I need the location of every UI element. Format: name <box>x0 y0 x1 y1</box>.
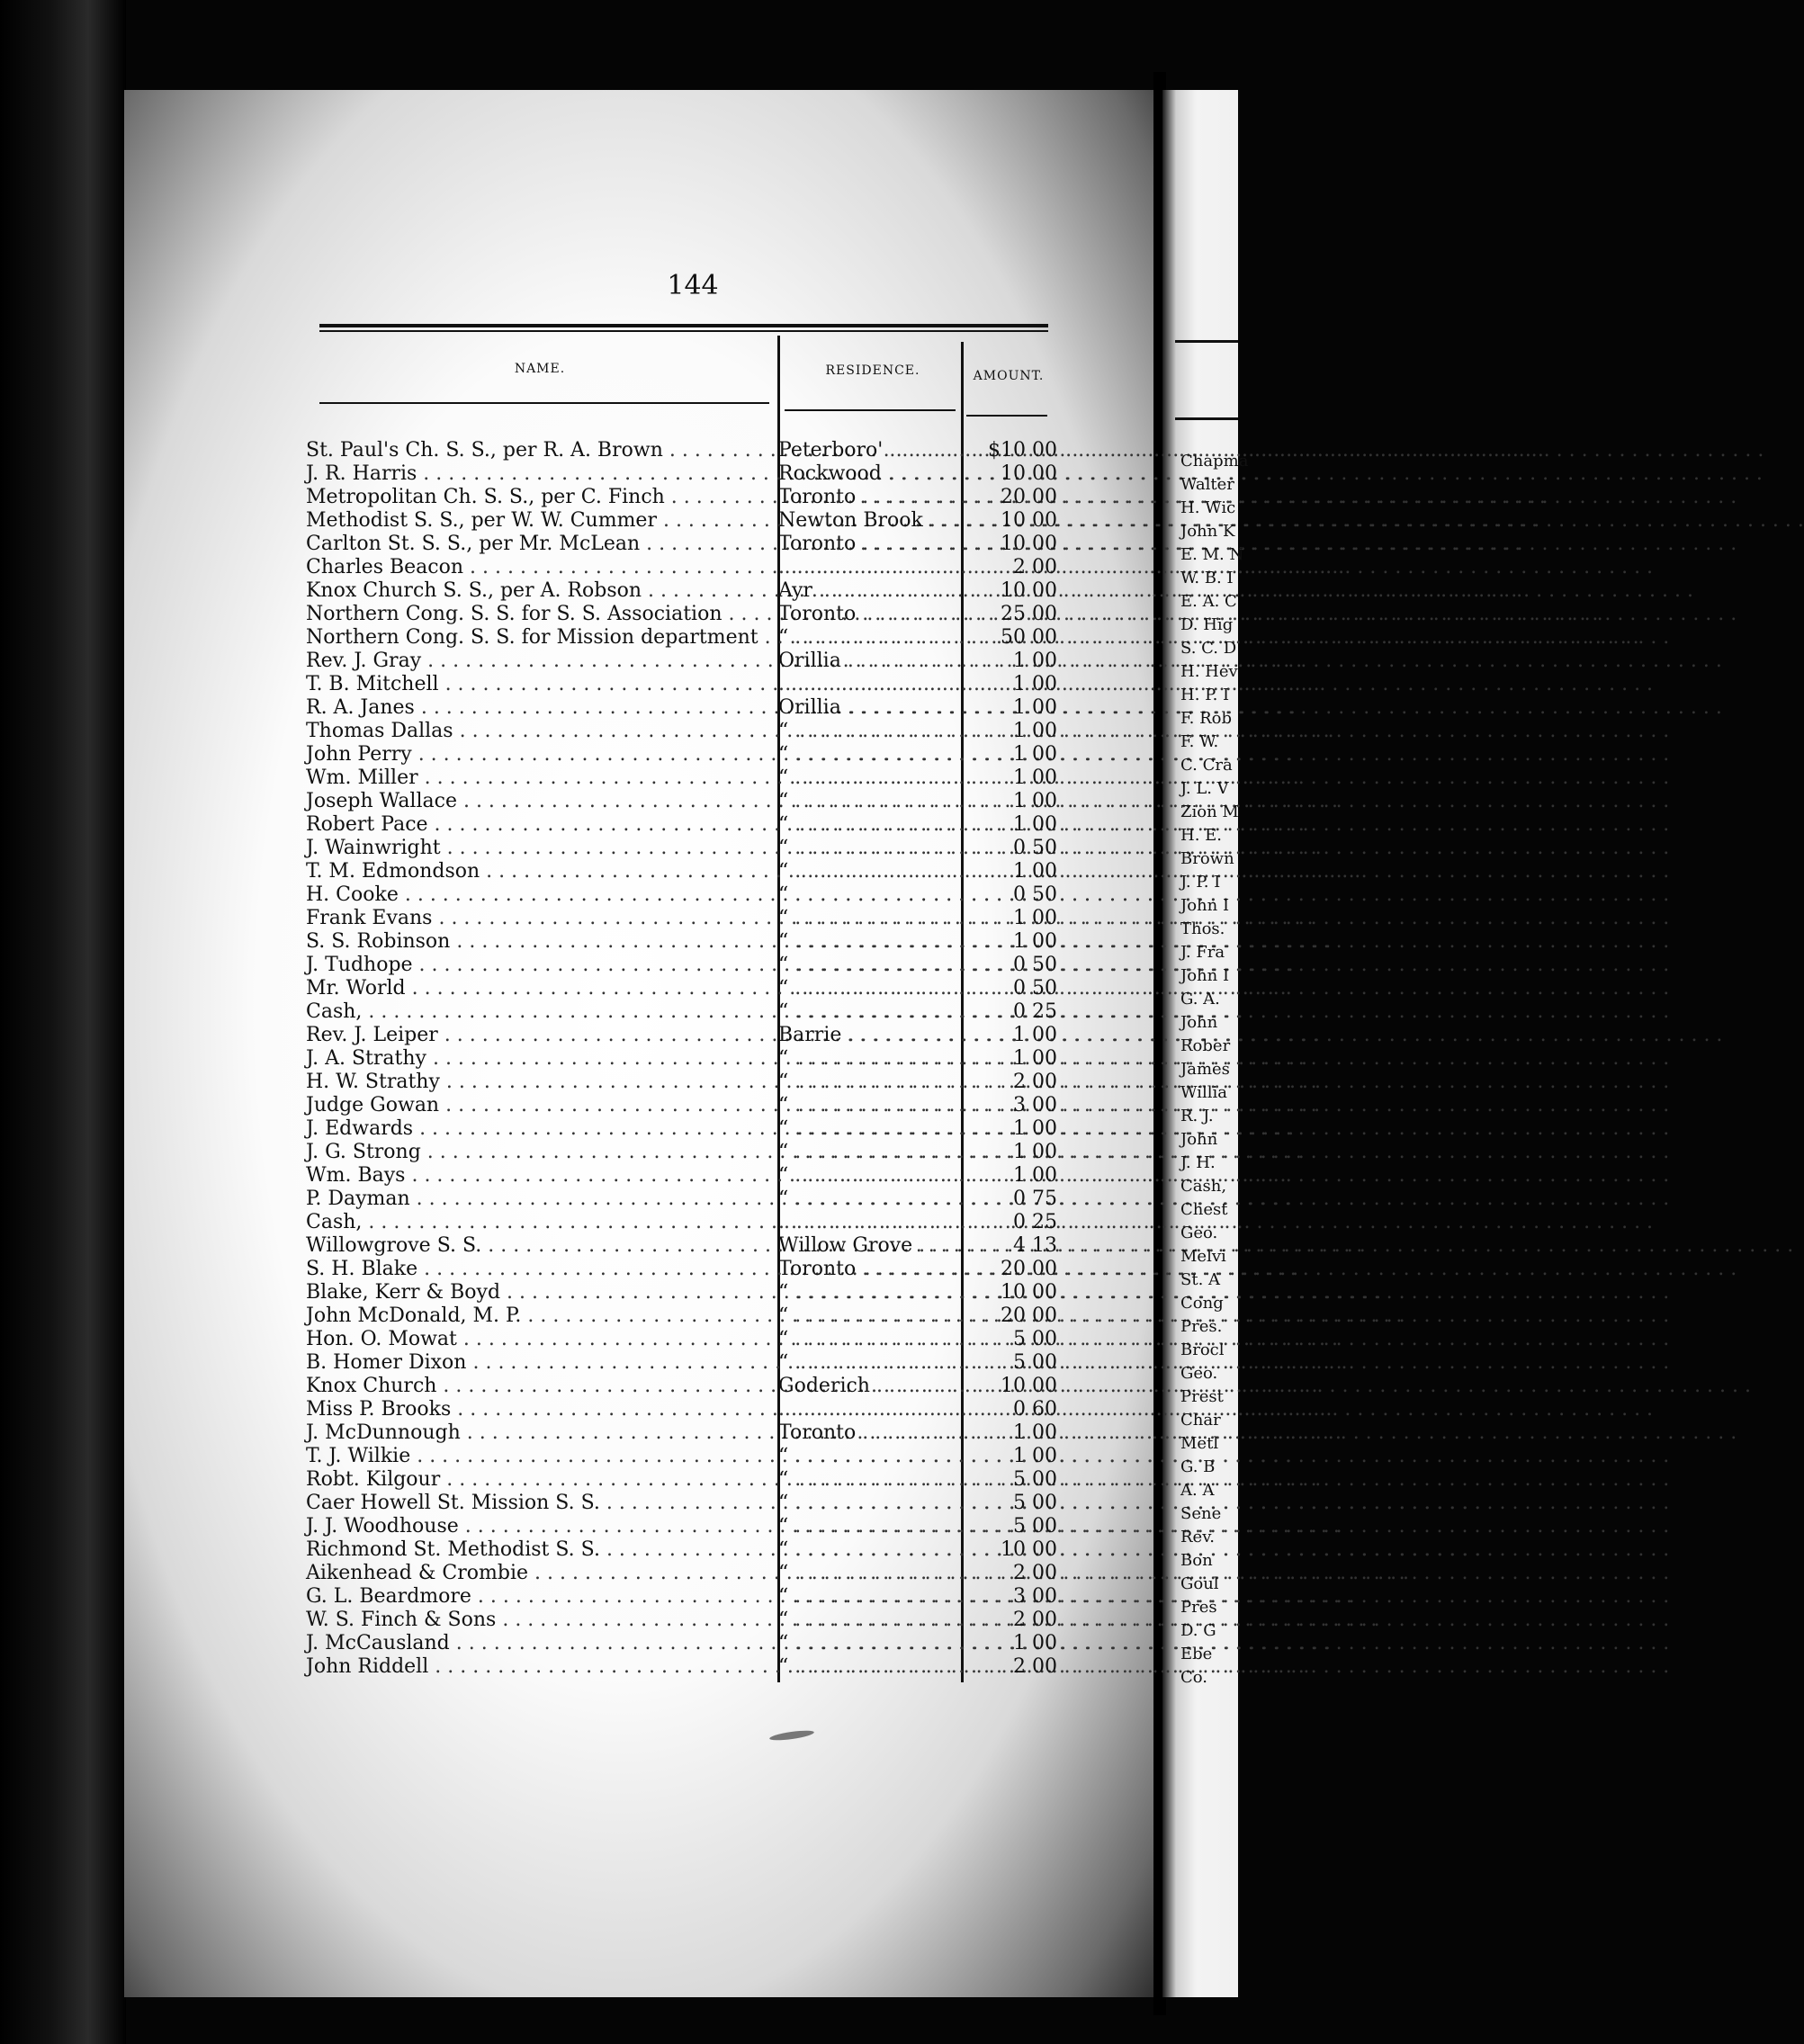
adjacent-page-fragment: Rober <box>1180 1036 1231 1055</box>
entry-amount: 25 00 <box>1001 603 1057 625</box>
ledger-row <box>306 1234 1098 1258</box>
entry-amount: 10 00 <box>1001 1281 1057 1304</box>
adjacent-page-fragment: Geo. <box>1180 1364 1218 1383</box>
header-amount: AMOUNT. <box>973 369 1045 383</box>
adjacent-page-fragment: J. H. <box>1180 1153 1216 1172</box>
entry-amount: 1 00 <box>1013 650 1057 672</box>
entry-residence: “ . . . <box>778 977 958 1000</box>
entry-name: S. S. Robinson . . . <box>306 930 765 954</box>
entry-residence: Orillia . . . <box>778 650 958 673</box>
entry-residence: “ . . . <box>778 837 958 860</box>
entry-residence: “ . . . <box>778 1117 958 1141</box>
entry-amount: 20 00 <box>1001 486 1057 508</box>
entry-residence: “ . . . <box>778 1000 958 1024</box>
entry-amount: 20 00 <box>1001 1258 1057 1280</box>
entry-amount: 1 00 <box>1013 1141 1057 1163</box>
ledger-row <box>306 1000 1098 1024</box>
entry-name: R. A. Janes . . . <box>306 696 765 720</box>
entry-residence <box>778 673 958 696</box>
ledger-row <box>306 930 1098 954</box>
ledger-row <box>306 1141 1098 1164</box>
adjacent-page-fragment: H. E. <box>1180 826 1223 845</box>
adjacent-page-fragment: James <box>1180 1060 1230 1079</box>
entry-amount: 0 50 <box>1013 883 1057 906</box>
entry-name: J. Edwards . . . <box>306 1117 765 1141</box>
entry-amount: 3 00 <box>1013 1094 1057 1116</box>
entry-amount: 1 00 <box>1013 1164 1057 1187</box>
adjacent-page-fragment: E. M. N <box>1180 545 1244 564</box>
entry-name: Robert Pace . . . <box>306 813 765 837</box>
adjacent-page-fragment: Ebe <box>1180 1645 1213 1663</box>
adjacent-page-fragment: C. Cra <box>1180 756 1233 775</box>
ledger-row <box>306 650 1098 673</box>
entry-residence: Toronto . . . <box>778 486 958 509</box>
entry-residence: “ . . . <box>778 1047 958 1071</box>
entry-amount: 0 50 <box>1013 954 1057 976</box>
entry-residence: Peterboro' . . . <box>778 439 958 462</box>
entry-amount: $10 00 <box>988 439 1057 462</box>
adjacent-page-fragment: Pres <box>1180 1598 1217 1617</box>
ledger-row <box>306 1094 1098 1117</box>
adjacent-page-fragment: St. A <box>1180 1270 1221 1289</box>
ledger-row <box>306 813 1098 837</box>
entry-name: Joseph Wallace . . . <box>306 790 765 813</box>
entry-residence: “ . . . <box>778 1071 958 1094</box>
ledger-row <box>306 1632 1098 1655</box>
entry-residence <box>778 1211 958 1234</box>
entry-name: St. Paul's Ch. S. S., per R. A. Brown . . . <box>306 439 765 462</box>
entry-name: Willowgrove S. S. . . . <box>306 1234 765 1258</box>
entry-name: Rev. J. Leiper . . . <box>306 1024 765 1047</box>
adjacent-page-fragment: F. Rob <box>1180 709 1233 728</box>
adjacent-page-fragment: Sene <box>1180 1504 1222 1523</box>
entry-name: Caer Howell St. Mission S. S. . . . <box>306 1492 765 1515</box>
entry-name: Robt. Kilgour . . . <box>306 1468 765 1492</box>
ledger-row <box>306 579 1098 603</box>
entry-name: J. Tudhope . . . <box>306 954 765 977</box>
entry-amount: 10 00 <box>1001 1375 1057 1397</box>
entry-name: Judge Gowan . . . <box>306 1094 765 1117</box>
entry-name: G. L. Beardmore . . . <box>306 1585 765 1609</box>
ledger-row <box>306 673 1098 696</box>
adjacent-page-fragment: Cong <box>1180 1294 1224 1313</box>
entry-name: Aikenhead & Crombie . . . <box>306 1562 765 1585</box>
entry-name: John Perry . . . <box>306 743 765 766</box>
ledger-row <box>306 1375 1098 1398</box>
entry-amount: 2 00 <box>1013 1071 1057 1093</box>
header-rule-amount <box>966 415 1047 417</box>
entry-amount: 5 00 <box>1013 1468 1057 1491</box>
entry-residence: Toronto . . . <box>778 603 958 626</box>
entry-residence: “ . . . <box>778 1445 958 1468</box>
adjacent-page-fragment: E. A. C <box>1180 592 1237 611</box>
adjacent-page-fragment: H. P. I <box>1180 686 1230 704</box>
ledger-row <box>306 743 1098 766</box>
adjacent-page-fragment: S. C. D <box>1180 639 1237 658</box>
entry-name: Hon. O. Mowat . . . <box>306 1328 765 1351</box>
entry-residence: “ . . . <box>778 626 958 650</box>
entry-amount: 2 00 <box>1013 1655 1057 1678</box>
adjacent-page-fragment: Bon <box>1180 1551 1213 1570</box>
entry-name: Cash, . . . <box>306 1211 765 1234</box>
entry-name: Northern Cong. S. S. for S. S. Association . . . <box>306 603 765 626</box>
entry-amount: 1 00 <box>1013 743 1057 766</box>
entry-name: Charles Beacon . . . <box>306 556 765 579</box>
ledger-row <box>306 439 1098 462</box>
ledger-row <box>306 1609 1098 1632</box>
entry-amount: 1 00 <box>1013 1421 1057 1444</box>
ledger-row <box>306 1024 1098 1047</box>
adjacent-page-top-rule <box>1175 340 1238 343</box>
entry-amount: 5 00 <box>1013 1492 1057 1514</box>
ledger-row <box>306 1585 1098 1609</box>
ledger-row <box>306 1351 1098 1375</box>
adjacent-page-fragment: John <box>1180 1013 1218 1032</box>
entry-name: J. G. Strong . . . <box>306 1141 765 1164</box>
adjacent-page-fragment: Chest <box>1180 1200 1228 1219</box>
entry-name: J. McCausland . . . <box>306 1632 765 1655</box>
entry-amount: 1 00 <box>1013 1024 1057 1046</box>
ledger-row <box>306 1071 1098 1094</box>
adjacent-page-fragment: John I <box>1180 966 1230 985</box>
adjacent-page-fragment: A. A <box>1180 1481 1215 1500</box>
adjacent-page-fragment: John I <box>1180 896 1230 915</box>
ledger-row <box>306 977 1098 1000</box>
adjacent-page-fragment: Chapma <box>1180 452 1249 471</box>
entry-residence: “ . . . <box>778 1585 958 1609</box>
adjacent-page-fragment: G. A. <box>1180 990 1220 1009</box>
entry-residence: “ . . . <box>778 790 958 813</box>
entry-name: W. S. Finch & Sons . . . <box>306 1609 765 1632</box>
ledger-row <box>306 696 1098 720</box>
entry-residence: Ayr . . . <box>778 579 958 603</box>
top-double-rule <box>319 324 1048 332</box>
entry-residence: Toronto . . . <box>778 1258 958 1281</box>
entry-amount: 1 00 <box>1013 1632 1057 1654</box>
entry-name: Richmond St. Methodist S. S. . . . <box>306 1538 765 1562</box>
entry-residence: Orillia . . . <box>778 696 958 720</box>
entry-name: J. R. Harris . . . <box>306 462 765 486</box>
entry-name: T. J. Wilkie . . . <box>306 1445 765 1468</box>
entry-name: Frank Evans . . . <box>306 907 765 930</box>
adjacent-page-fragment: Thos. <box>1180 919 1225 938</box>
entry-amount: 0 75 <box>1013 1188 1057 1210</box>
entry-amount: 20 00 <box>1001 1304 1057 1327</box>
entry-amount: 0 60 <box>1013 1398 1057 1421</box>
adjacent-page-fragment: D. Hig <box>1180 615 1234 634</box>
ledger-row <box>306 1304 1098 1328</box>
adjacent-page-fragment: D. G <box>1180 1621 1216 1640</box>
ledger-row <box>306 1492 1098 1515</box>
ledger-row <box>306 1164 1098 1188</box>
entry-name: Wm. Miller . . . <box>306 766 765 790</box>
entry-name: Knox Church S. S., per A. Robson . . . <box>306 579 765 603</box>
header-residence: RESIDENCE. <box>825 363 920 378</box>
entry-name: Metropolitan Ch. S. S., per C. Finch . . . <box>306 486 765 509</box>
adjacent-page-fragment: Char <box>1180 1411 1221 1430</box>
entry-name: Cash, . . . <box>306 1000 765 1024</box>
entry-name: Carlton St. S. S., per Mr. McLean . . . <box>306 533 765 556</box>
entry-amount: 3 00 <box>1013 1585 1057 1608</box>
entry-residence: Willow Grove . . . <box>778 1234 958 1258</box>
entry-amount: 1 00 <box>1013 1117 1057 1140</box>
entry-name: Knox Church . . . <box>306 1375 765 1398</box>
entry-amount: 10 00 <box>1001 509 1057 532</box>
ledger-row <box>306 1117 1098 1141</box>
adjacent-page-fragment: John <box>1180 1130 1218 1149</box>
adjacent-page-fragment: Rev. <box>1180 1528 1215 1546</box>
ledger-row <box>306 1562 1098 1585</box>
header-name: NAME. <box>514 362 566 376</box>
ledger-row <box>306 533 1098 556</box>
entry-residence: “ . . . <box>778 743 958 766</box>
entry-name: J. Wainwright . . . <box>306 837 765 860</box>
adjacent-page-fragment: Brown <box>1180 849 1234 868</box>
entry-name: Blake, Kerr & Boyd . . . <box>306 1281 765 1304</box>
entry-amount: 5 00 <box>1013 1351 1057 1374</box>
entry-amount: 4 13 <box>1013 1234 1057 1257</box>
entry-amount: 2 00 <box>1013 1562 1057 1584</box>
ledger-row <box>306 766 1098 790</box>
adjacent-page-fragment: Pres. <box>1180 1317 1223 1336</box>
entry-name: Mr. World . . . <box>306 977 765 1000</box>
entry-amount: 1 00 <box>1013 696 1057 719</box>
header-rule-name <box>319 402 769 404</box>
entry-residence: Toronto . . . <box>778 533 958 556</box>
ledger-row <box>306 790 1098 813</box>
entry-amount: 1 00 <box>1013 673 1057 695</box>
ledger-row <box>306 1538 1098 1562</box>
adjacent-page-fragment: Zion M <box>1180 802 1239 821</box>
entry-residence: Rockwood . . . <box>778 462 958 486</box>
adjacent-page-fragment: Willia <box>1180 1083 1227 1102</box>
adjacent-page-fragment: Metl <box>1180 1434 1219 1453</box>
adjacent-page-fragment: Walter <box>1180 475 1234 494</box>
ledger-row <box>306 1445 1098 1468</box>
entry-residence: “ . . . <box>778 1515 958 1538</box>
entry-name: Thomas Dallas . . . <box>306 720 765 743</box>
ledger-row <box>306 1258 1098 1281</box>
entry-name: H. Cooke . . . <box>306 883 765 907</box>
entry-name: Methodist S. S., per W. W. Cummer . . . <box>306 509 765 533</box>
entry-residence: “ . . . <box>778 1164 958 1188</box>
ledger-row <box>306 1188 1098 1211</box>
entry-residence: “ . . . <box>778 860 958 883</box>
adjacent-page-fragment: John K <box>1180 522 1235 541</box>
adjacent-page-fragment: Geo. <box>1180 1224 1218 1242</box>
entry-name: J. McDunnough . . . <box>306 1421 765 1445</box>
entry-amount: 1 00 <box>1013 813 1057 836</box>
entry-amount: 10 00 <box>1001 462 1057 485</box>
entry-residence: Newton Brook . . . <box>778 509 958 533</box>
ledger-row <box>306 556 1098 579</box>
adjacent-page-fragment: Co. <box>1180 1668 1208 1687</box>
entry-name: T. B. Mitchell . . . <box>306 673 765 696</box>
donation-list <box>306 439 1098 1679</box>
entry-amount: 1 00 <box>1013 1047 1057 1070</box>
entry-residence: “ . . . <box>778 954 958 977</box>
entry-residence <box>778 1398 958 1421</box>
entry-residence: “ . . . <box>778 930 958 954</box>
entry-residence: “ . . . <box>778 907 958 930</box>
adjacent-page-fragment: J. L. V <box>1180 779 1229 798</box>
adjacent-page-header-rule <box>1175 417 1238 420</box>
ledger-row <box>306 1468 1098 1492</box>
entry-residence: “ . . . <box>778 766 958 790</box>
entry-residence: “ . . . <box>778 1492 958 1515</box>
entry-residence: “ . . . <box>778 1094 958 1117</box>
entry-amount: 1 00 <box>1013 1445 1057 1467</box>
entry-name: John Riddell . . . <box>306 1655 765 1679</box>
entry-name: Wm. Bays . . . <box>306 1164 765 1188</box>
adjacent-page-fragment: R. J. <box>1180 1107 1214 1125</box>
entry-name: J. J. Woodhouse . . . <box>306 1515 765 1538</box>
ledger-row <box>306 603 1098 626</box>
entry-residence: “ . . . <box>778 1141 958 1164</box>
ledger-row <box>306 837 1098 860</box>
entry-residence: “ . . . <box>778 720 958 743</box>
adjacent-page-fragment: Cash, <box>1180 1177 1227 1196</box>
entry-name: S. H. Blake . . . <box>306 1258 765 1281</box>
ledger-row <box>306 1421 1098 1445</box>
ledger-row <box>306 720 1098 743</box>
entry-amount: 0 25 <box>1013 1000 1057 1023</box>
ledger-row <box>306 626 1098 650</box>
entry-residence: “ . . . <box>778 1351 958 1375</box>
adjacent-page-fragment: W. B. I <box>1180 569 1234 587</box>
ledger-row <box>306 509 1098 533</box>
adjacent-page-fragment: Brocl <box>1180 1340 1225 1359</box>
ledger-row <box>306 1515 1098 1538</box>
adjacent-page-fragment: Melvi <box>1180 1247 1226 1266</box>
ledger-row <box>306 907 1098 930</box>
ledger-row <box>306 1281 1098 1304</box>
entry-amount: 2 00 <box>1013 1609 1057 1631</box>
entry-name: H. W. Strathy . . . <box>306 1071 765 1094</box>
adjacent-page-fragment: Prest <box>1180 1387 1224 1406</box>
entry-residence: “ . . . <box>778 1188 958 1211</box>
adjacent-page-fragment: J. Fra <box>1180 943 1225 962</box>
entry-residence: “ . . . <box>778 1328 958 1351</box>
entry-name: T. M. Edmondson . . . <box>306 860 765 883</box>
entry-residence: Toronto . . . <box>778 1421 958 1445</box>
entry-amount: 1 00 <box>1013 720 1057 742</box>
adjacent-page-fragment: H. Wic <box>1180 498 1236 517</box>
entry-amount: 0 25 <box>1013 1211 1057 1233</box>
entry-residence: Barrie . . . <box>778 1024 958 1047</box>
adjacent-page-fragment: J. P. I <box>1180 873 1221 892</box>
entry-amount: 1 00 <box>1013 766 1057 789</box>
ledger-row <box>306 954 1098 977</box>
ledger-row <box>306 860 1098 883</box>
entry-amount: 1 00 <box>1013 907 1057 929</box>
entry-amount: 5 00 <box>1013 1328 1057 1350</box>
entry-name: Rev. J. Gray . . . <box>306 650 765 673</box>
entry-name: B. Homer Dixon . . . <box>306 1351 765 1375</box>
entry-amount: 1 00 <box>1013 930 1057 953</box>
ledger-row <box>306 883 1098 907</box>
entry-name: Miss P. Brooks . . . <box>306 1398 765 1421</box>
entry-residence: “ . . . <box>778 1538 958 1562</box>
entry-name: John McDonald, M. P. . . . <box>306 1304 765 1328</box>
entry-residence: “ . . . <box>778 1562 958 1585</box>
entry-residence: “ . . . <box>778 813 958 837</box>
header-rule-residence <box>785 409 956 411</box>
ledger-row <box>306 1047 1098 1071</box>
ledger-row <box>306 1398 1098 1421</box>
ledger-row <box>306 1328 1098 1351</box>
ledger-row <box>306 462 1098 486</box>
book-spine-shadow <box>0 0 126 2044</box>
entry-name: Northern Cong. S. S. for Mission department . . . <box>306 626 765 650</box>
page-number: 144 <box>667 270 719 301</box>
entry-residence <box>778 556 958 579</box>
entry-residence: “ . . . <box>778 1655 958 1679</box>
entry-amount: 0 50 <box>1013 837 1057 859</box>
ledger-row <box>306 1655 1098 1679</box>
entry-amount: 5 00 <box>1013 1515 1057 1537</box>
ledger-row <box>306 1211 1098 1234</box>
entry-residence: Goderich . . . <box>778 1375 958 1398</box>
entry-residence: “ . . . <box>778 1609 958 1632</box>
entry-residence: “ . . . <box>778 1304 958 1328</box>
entry-amount: 1 00 <box>1013 860 1057 883</box>
entry-residence: “ . . . <box>778 1468 958 1492</box>
adjacent-page-names <box>1180 450 1249 1690</box>
adjacent-page-fragment: G. B <box>1180 1457 1216 1476</box>
adjacent-page-fragment: F. W. <box>1180 732 1219 751</box>
entry-residence: “ . . . <box>778 1632 958 1655</box>
entry-amount: 10 00 <box>1001 533 1057 555</box>
entry-amount: 2 00 <box>1013 556 1057 578</box>
adjacent-page-fragment: Goul <box>1180 1574 1219 1593</box>
entry-name: P. Dayman . . . <box>306 1188 765 1211</box>
entry-amount: 10 00 <box>1001 579 1057 602</box>
entry-name: J. A. Strathy . . . <box>306 1047 765 1071</box>
entry-amount: 10 00 <box>1001 1538 1057 1561</box>
entry-residence: “ . . . <box>778 1281 958 1304</box>
entry-amount: 50 00 <box>1001 626 1057 649</box>
adjacent-page-fragment: H. Hev <box>1180 662 1238 681</box>
entry-residence: “ . . . <box>778 883 958 907</box>
entry-amount: 1 00 <box>1013 790 1057 812</box>
ledger-row <box>306 486 1098 509</box>
entry-amount: 0 50 <box>1013 977 1057 1000</box>
